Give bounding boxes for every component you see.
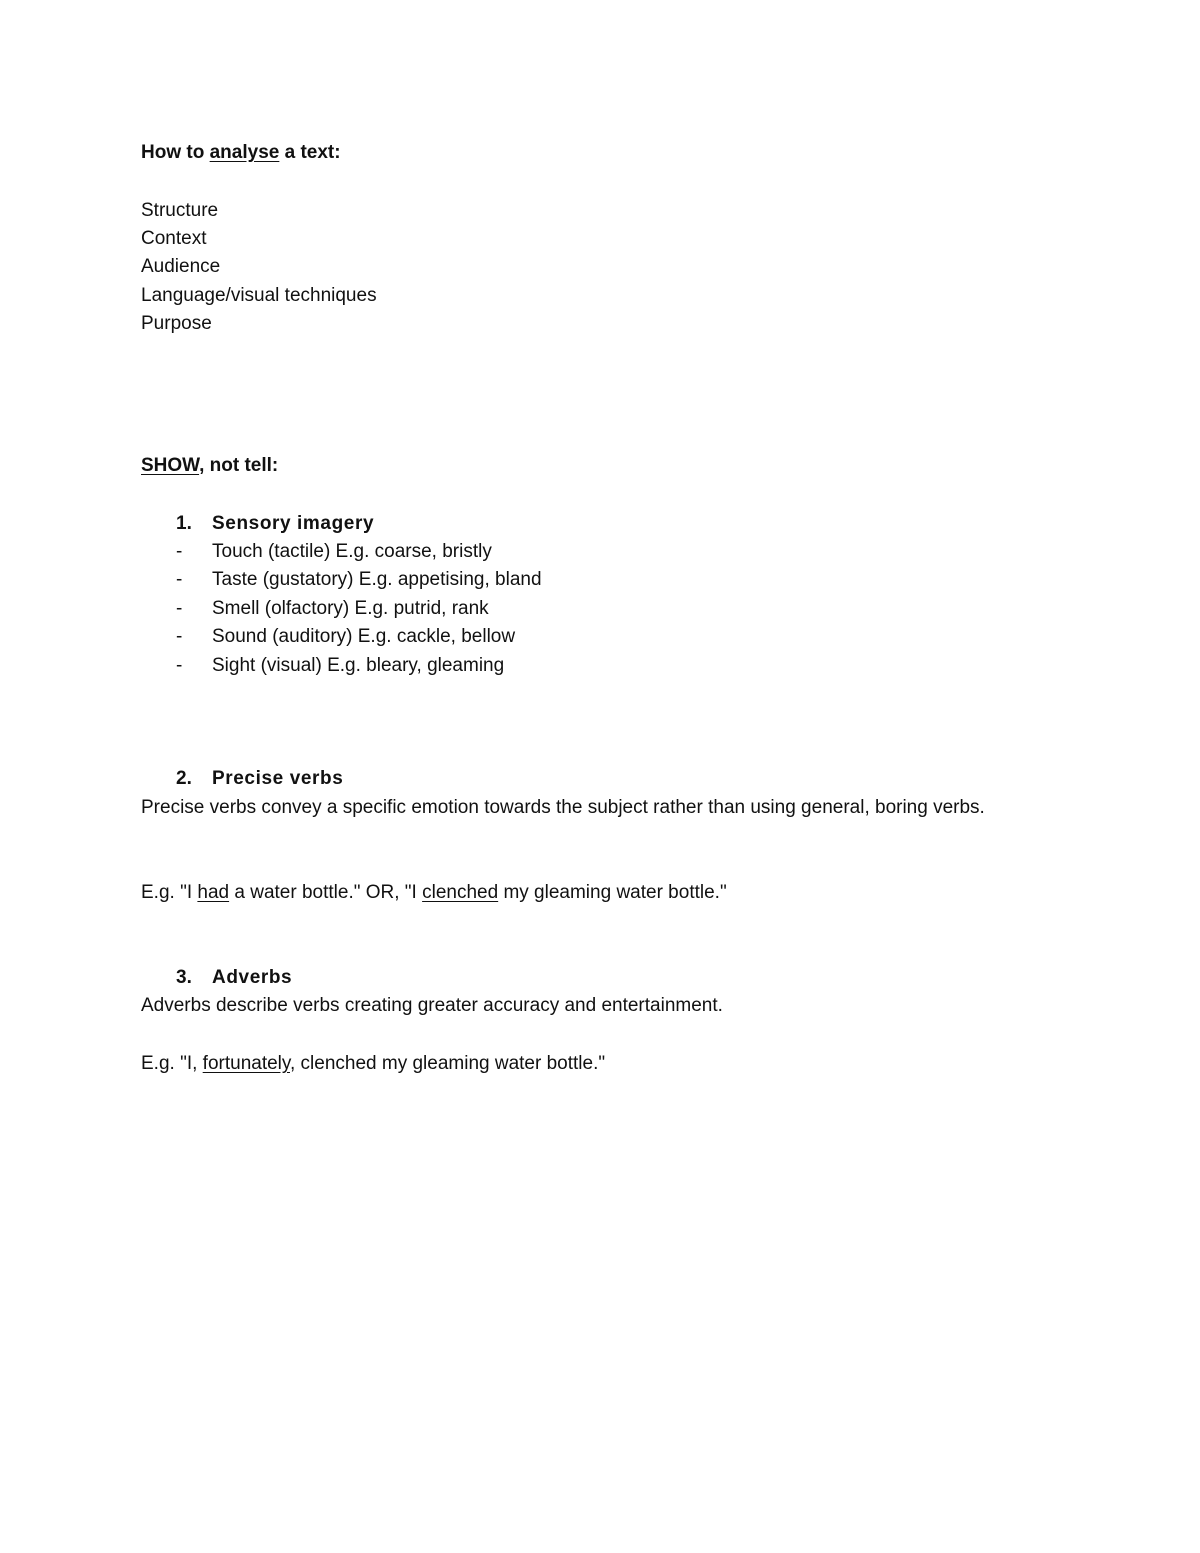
example-text: my gleaming water bottle." xyxy=(498,882,727,903)
show-heading-underlined: SHOW xyxy=(141,455,200,476)
example-text: a water bottle." OR, "I xyxy=(229,882,423,903)
title-prefix: How to xyxy=(141,142,210,163)
title-underlined-word: analyse xyxy=(209,142,280,163)
example-text: E.g. "I, xyxy=(141,1053,203,1074)
analysis-item: Structure xyxy=(141,200,219,221)
example-underlined-word: clenched xyxy=(422,882,499,903)
analysis-item: Context xyxy=(141,228,207,249)
section-heading: Adverbs xyxy=(212,967,293,988)
analysis-item: Purpose xyxy=(141,313,212,334)
bullet-marker: - xyxy=(176,541,183,562)
bullet-item: Sound (auditory) E.g. cackle, bellow xyxy=(212,626,516,647)
section-heading: Precise verbs xyxy=(212,768,344,789)
bullet-item: Taste (gustatory) E.g. appetising, bland xyxy=(212,569,542,590)
example-underlined-word: had xyxy=(197,882,230,903)
bullet-marker: - xyxy=(176,626,183,647)
example-underlined-word: fortunately xyxy=(202,1053,290,1074)
section-number: 2. xyxy=(176,768,192,789)
analysis-item: Language/visual techniques xyxy=(141,285,377,306)
section-number: 3. xyxy=(176,967,192,988)
bullet-item: Sight (visual) E.g. bleary, gleaming xyxy=(212,655,505,676)
section-example xyxy=(141,1050,605,1078)
bullet-marker: - xyxy=(176,598,183,619)
example-text: E.g. "I xyxy=(141,882,198,903)
section-heading: Sensory imagery xyxy=(212,513,375,534)
section-example xyxy=(141,879,727,907)
bullet-marker: - xyxy=(176,655,183,676)
example-text: , clenched my gleaming water bottle." xyxy=(289,1053,606,1074)
bullet-item: Smell (olfactory) E.g. putrid, rank xyxy=(212,598,489,619)
section-number: 1. xyxy=(176,513,192,534)
bullet-marker: - xyxy=(176,569,183,590)
section-description: Precise verbs convey a specific emotion towards the subject rather than using general, boring verbs. xyxy=(141,797,985,818)
page-title xyxy=(141,139,341,167)
bullet-item: Touch (tactile) E.g. coarse, bristly xyxy=(212,541,492,562)
analysis-item: Audience xyxy=(141,256,221,277)
title-suffix: a text: xyxy=(279,142,341,163)
section-description: Adverbs describe verbs creating greater accuracy and entertainment. xyxy=(141,995,723,1016)
show-heading-suffix: , not tell: xyxy=(199,455,279,476)
show-heading xyxy=(141,452,278,480)
